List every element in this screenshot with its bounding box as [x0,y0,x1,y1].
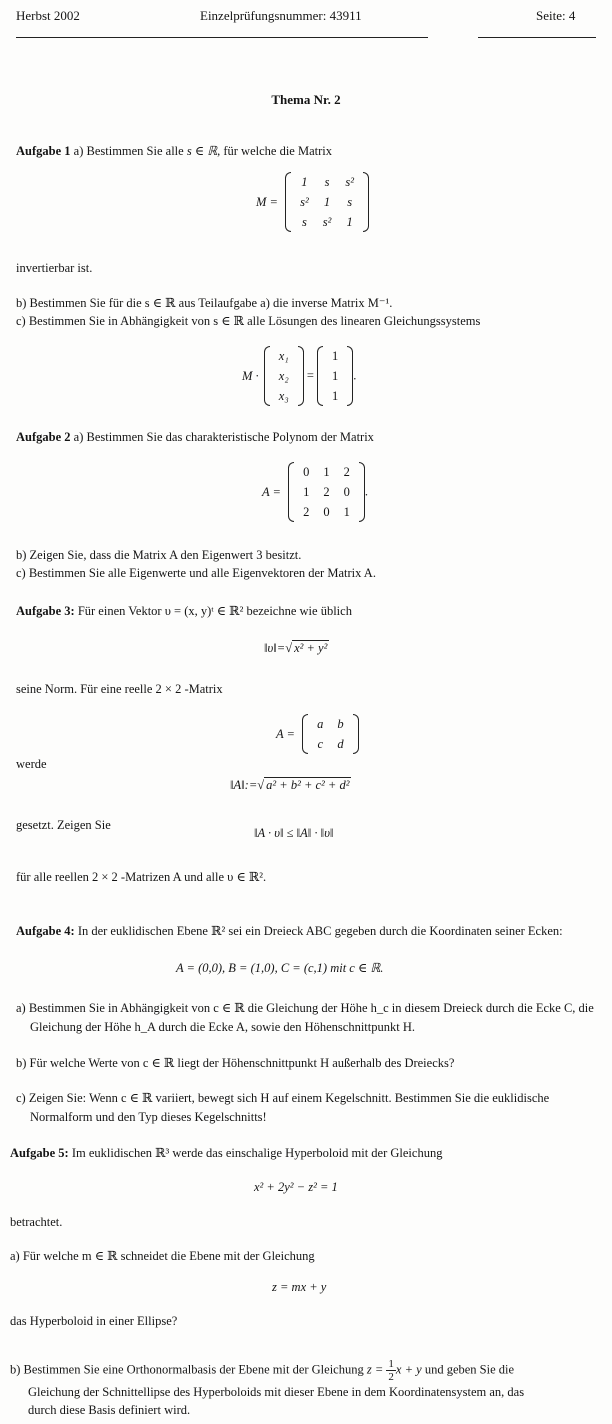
hyperboloid-equation: x² + 2y² − z² = 1 [254,1180,338,1194]
task4-intro-text: In der euklidischen Ebene ℝ² sei ein Dreieck ABC gegeben durch die Koordinaten seiner Ecken: [77,924,563,938]
task5-b-eq-post: x + y [395,1362,422,1377]
task4-a: a) Bestimmen Sie in Abhängigkeit von c ∈ ℝ die Gleichung der Höhe h_c in diesem Dreieck durch die Ecke C, die Gleichung der Höhe h_A durch die Ecke A, sowie den Höhenschnittpunkt H. [16,1001,594,1034]
header-date: Herbst 2002 [16,8,80,23]
vector-x: x₁ x₂ x₃ [278,348,289,403]
task5-label: Aufgabe 5: [10,1146,69,1160]
header-page: Seite: 4 [536,8,576,23]
task3-werde: werde [16,757,47,771]
matrix-norm: ‖A‖:=√ a² + b² + c² + d² [230,778,350,792]
task4-c: c) Zeigen Sie: Wenn c ∈ ℝ variiert, bewegt sich H auf einem Kegelschnitt. Bestimmen Sie die euklidische Normalform und den Typ dieses Kegelschnitts! [16,1091,550,1124]
task5-a: a) Für welche m ∈ ℝ schneidet die Ebene mit der Gleichung [10,1249,315,1263]
norm-lhs: ‖υ‖= [264,641,286,655]
matrix-M [256,172,369,232]
task2-label: Aufgabe 2 [16,430,71,444]
page-title: Thema Nr. 2 [271,92,341,107]
task3-text2: seine Norm. Für eine reelle 2 × 2 -Matrix [16,682,223,696]
task5-intro [10,1145,442,1161]
vector-norm: ‖υ‖=√ x² + y² [264,641,328,655]
task2-b: b) Zeigen Sie, dass die Matrix A den Eigenwert 3 besitzt. [16,548,302,562]
task1-c: c) Bestimmen Sie in Abhängigkeit von s ∈ ℝ alle Lösungen des linearen Gleichungssystems [16,314,481,328]
task5-b-start: b) Bestimmen Sie eine Orthonormalbasis der Ebene mit der Gleichung [10,1362,364,1377]
task1-a-tail: , für welche die Matrix [217,144,332,158]
matrix-A: A = 0 1 2 1 2 0 2 0 1 . [262,462,368,522]
task3-gesetzt: gesetzt. Zeigen Sie [16,818,111,832]
task2-a: a) Bestimmen Sie das charakteristische Polynom der Matrix [73,430,374,444]
task4-b: b) Für welche Werte von c ∈ ℝ liegt der Höhenschnittpunkt H außerhalb des Dreiecks? [16,1056,455,1070]
task2-c: c) Bestimmen Sie alle Eigenwerte und alle Eigenvektoren der Matrix A. [16,566,376,580]
task1-a-cond: s ∈ ℝ [186,144,218,158]
matrix-A2 [276,714,359,754]
matrix-M-table: 1 s s² s² 1 s s s² 1 [300,174,354,229]
task5-intro-text: Im euklidischen ℝ³ werde das einschalige Hyperboloid mit der Gleichung [71,1146,443,1160]
matrix-norm-radicand: a² + b² + c² + d² [266,778,350,792]
task3-final: für alle reellen 2 × 2 -Matrizen A und alle υ ∈ ℝ². [16,870,267,884]
task5-b-line2: Gleichung der Schnittellipse des Hyperboloids mit dieser Ebene in dem Koordinatensystem an, das [28,1385,525,1399]
linear-system: M · x₁ x₂ x₃ = 1 1 1 . [242,346,356,406]
matrix-A2-name: A = [276,726,295,741]
matrix-A-table: 0 1 2 1 2 0 2 0 1 [303,464,350,519]
task2-intro [16,430,374,445]
task1-intro [16,143,332,159]
task3-intro [16,603,352,619]
task5-b-eq-pre: z = [366,1362,384,1377]
header-rule-left [16,37,428,38]
plane-equation: z = mx + y [272,1280,327,1294]
task5-ellipse: das Hyperboloid in einer Ellipse? [10,1314,178,1328]
system-lhs: M · [242,368,259,383]
norm-inequality: ‖A · υ‖ ≤ ‖A‖ · ‖υ‖ [254,826,334,840]
matrix-M-name: M = [256,194,278,209]
task4-label: Aufgabe 4: [16,924,75,938]
task1-b: b) Bestimmen Sie für die s ∈ ℝ aus Teilaufgabe a) die inverse Matrix M⁻¹. [16,296,393,310]
matrix-norm-lhs: ‖A‖:= [230,778,258,792]
task5-b-line3: durch diese Basis definiert wird. [28,1403,191,1417]
task5-b-line1 [10,1358,514,1383]
task4-intro [16,922,596,941]
norm-radicand: x² + y² [294,641,328,655]
task5-betrachtet: betrachtet. [10,1215,63,1229]
task3-intro-text: Für einen Vektor υ = (x, y)ᵗ ∈ ℝ² bezeichne wie üblich [77,604,352,618]
matrix-A2-table: a b c d [317,716,344,751]
task1-label: Aufgabe 1 [16,144,71,158]
vector-rhs: 1 1 1 [332,348,339,403]
triangle-coords: A = (0,0), B = (1,0), C = (c,1) mit c ∈ ℝ. [176,961,384,975]
header-exam-number: Einzelprüfungsnummer: 43911 [200,8,362,23]
fraction-one-half: $\frac{1}{2}$ [388,1358,394,1383]
task1-a-text: a) Bestimmen Sie alle [73,144,184,158]
task3-label: Aufgabe 3: [16,604,75,618]
matrix-A-name: A = [262,484,281,499]
header-rule-right [478,37,596,38]
task1-after: invertierbar ist. [16,261,93,275]
task5-b-end: und geben Sie die [424,1362,515,1377]
